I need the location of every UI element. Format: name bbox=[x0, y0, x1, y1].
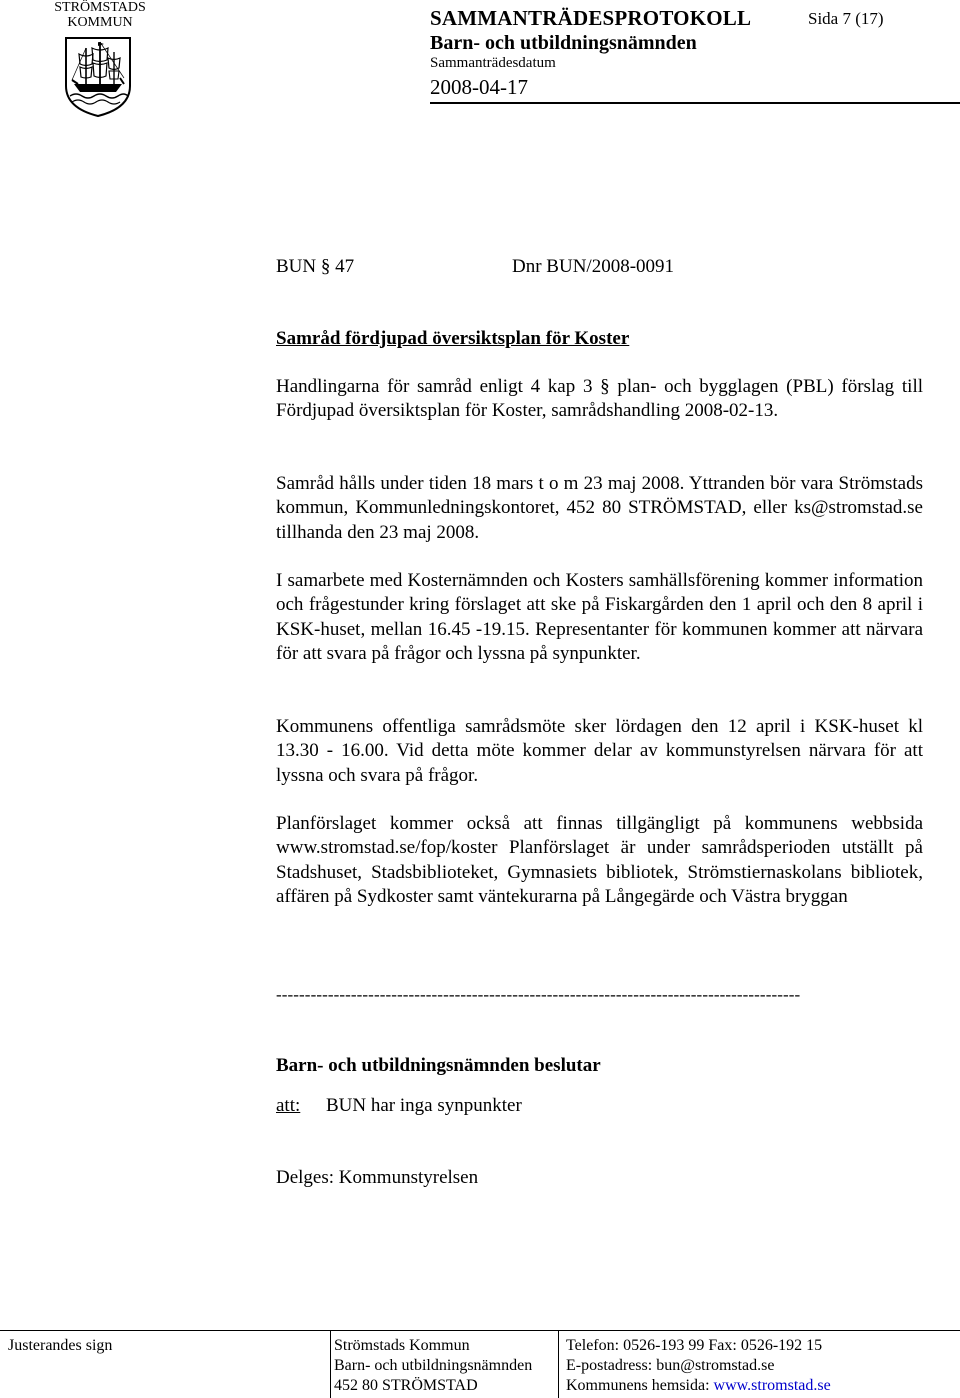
separator-line: ------------------------------------------------------------------------------------------- bbox=[276, 985, 801, 1004]
paragraph-information-meetings: I samarbete med Kosternämnden och Kosters samhällsförening kommer information och frågestunder kring förslaget att ske på Fiskargården den 1 april och den 8 april i KSK-huset, mellan 16.45 -19.15. Representanter för kommunen kommer att närvara för att svara på frågor och lyssna på synpunkter. bbox=[276, 570, 923, 664]
footer-divider-2 bbox=[558, 1330, 559, 1398]
paragraph-consultation-period: Samråd hålls under tiden 18 mars t o m 23 maj 2008. Yttranden bör vara Strömstads kommun, Kommunledningskontoret, 452 80 STRÖMSTAD, eller ks@stromstad.se tillhanda den 23 maj 2008. bbox=[276, 473, 923, 543]
item-heading: Samråd fördjupad översiktsplan för Koster bbox=[276, 328, 630, 349]
footer-website-row bbox=[566, 1376, 831, 1396]
page-number: Sida 7 (17) bbox=[808, 9, 884, 28]
footer-rule bbox=[0, 1330, 960, 1331]
paragraph-documents: Handlingarna för samråd enligt 4 kap 3 § plan- och bygglagen (PBL) förslag till Fördjupad översiktsplan för Koster, samrådshandling 2008-02-13. bbox=[276, 376, 923, 422]
distribution-line: Delges: Kommunstyrelsen bbox=[276, 1167, 479, 1188]
decision-heading: Barn- och utbildningsnämnden beslutar bbox=[276, 1055, 601, 1076]
footer-website-label: Kommunens hemsida: bbox=[566, 1377, 714, 1394]
footer-divider-1 bbox=[330, 1330, 331, 1398]
footer-board: Barn- och utbildningsnämnden bbox=[334, 1357, 533, 1374]
footer-address bbox=[334, 1336, 532, 1396]
org-name-line2: KOMMUN bbox=[67, 15, 133, 30]
footer-contact bbox=[566, 1336, 831, 1396]
paragraph-exhibition: Planförslaget kommer också att finnas tillgängligt på kommunens webbsida www.stromstad.se/fop/koster Planförslaget är under samrådsperioden utställt på Stadshuset, Stadsbiblioteket, Gymnasiets bibliotek, Strömstiernaskolans bibliotek, affären på Sydkoster samt väntekurarna på Långegärde och Västra bryggan bbox=[276, 813, 923, 907]
protocol-title: SAMMANTRÄDESPROTOKOLL bbox=[430, 6, 752, 30]
att-label: att: bbox=[276, 1095, 301, 1116]
ship-coat-of-arms-icon bbox=[62, 34, 134, 118]
meeting-date-label: Sammanträdesdatum bbox=[430, 55, 556, 71]
org-name-line1: STRÖMSTADS bbox=[54, 0, 146, 15]
diary-number: Dnr BUN/2008-0091 bbox=[512, 256, 675, 277]
paragraph-reference: BUN § 47 bbox=[276, 256, 355, 277]
footer-phone-fax: Telefon: 0526-193 99 Fax: 0526-192 15 bbox=[566, 1337, 823, 1354]
header-rule bbox=[430, 102, 960, 104]
board-name: Barn- och utbildningsnämnden bbox=[430, 32, 697, 54]
org-name bbox=[52, 0, 148, 30]
meeting-date: 2008-04-17 bbox=[430, 75, 528, 99]
decision-text: BUN har inga synpunkter bbox=[326, 1095, 522, 1116]
footer-email: E-postadress: bun@stromstad.se bbox=[566, 1357, 775, 1374]
signature-label: Justerandes sign bbox=[8, 1337, 113, 1354]
footer-org: Strömstads Kommun bbox=[334, 1337, 470, 1354]
paragraph-public-meeting: Kommunens offentliga samrådsmöte sker lördagen den 12 april i KSK-huset kl 13.30 - 16.00. Vid detta möte kommer delar av kommunstyrelsen närvara för att lyssna och svara på frågor. bbox=[276, 716, 923, 786]
footer-website-link[interactable]: www.stromstad.se bbox=[713, 1377, 831, 1394]
footer-postal: 452 80 STRÖMSTAD bbox=[334, 1377, 478, 1394]
